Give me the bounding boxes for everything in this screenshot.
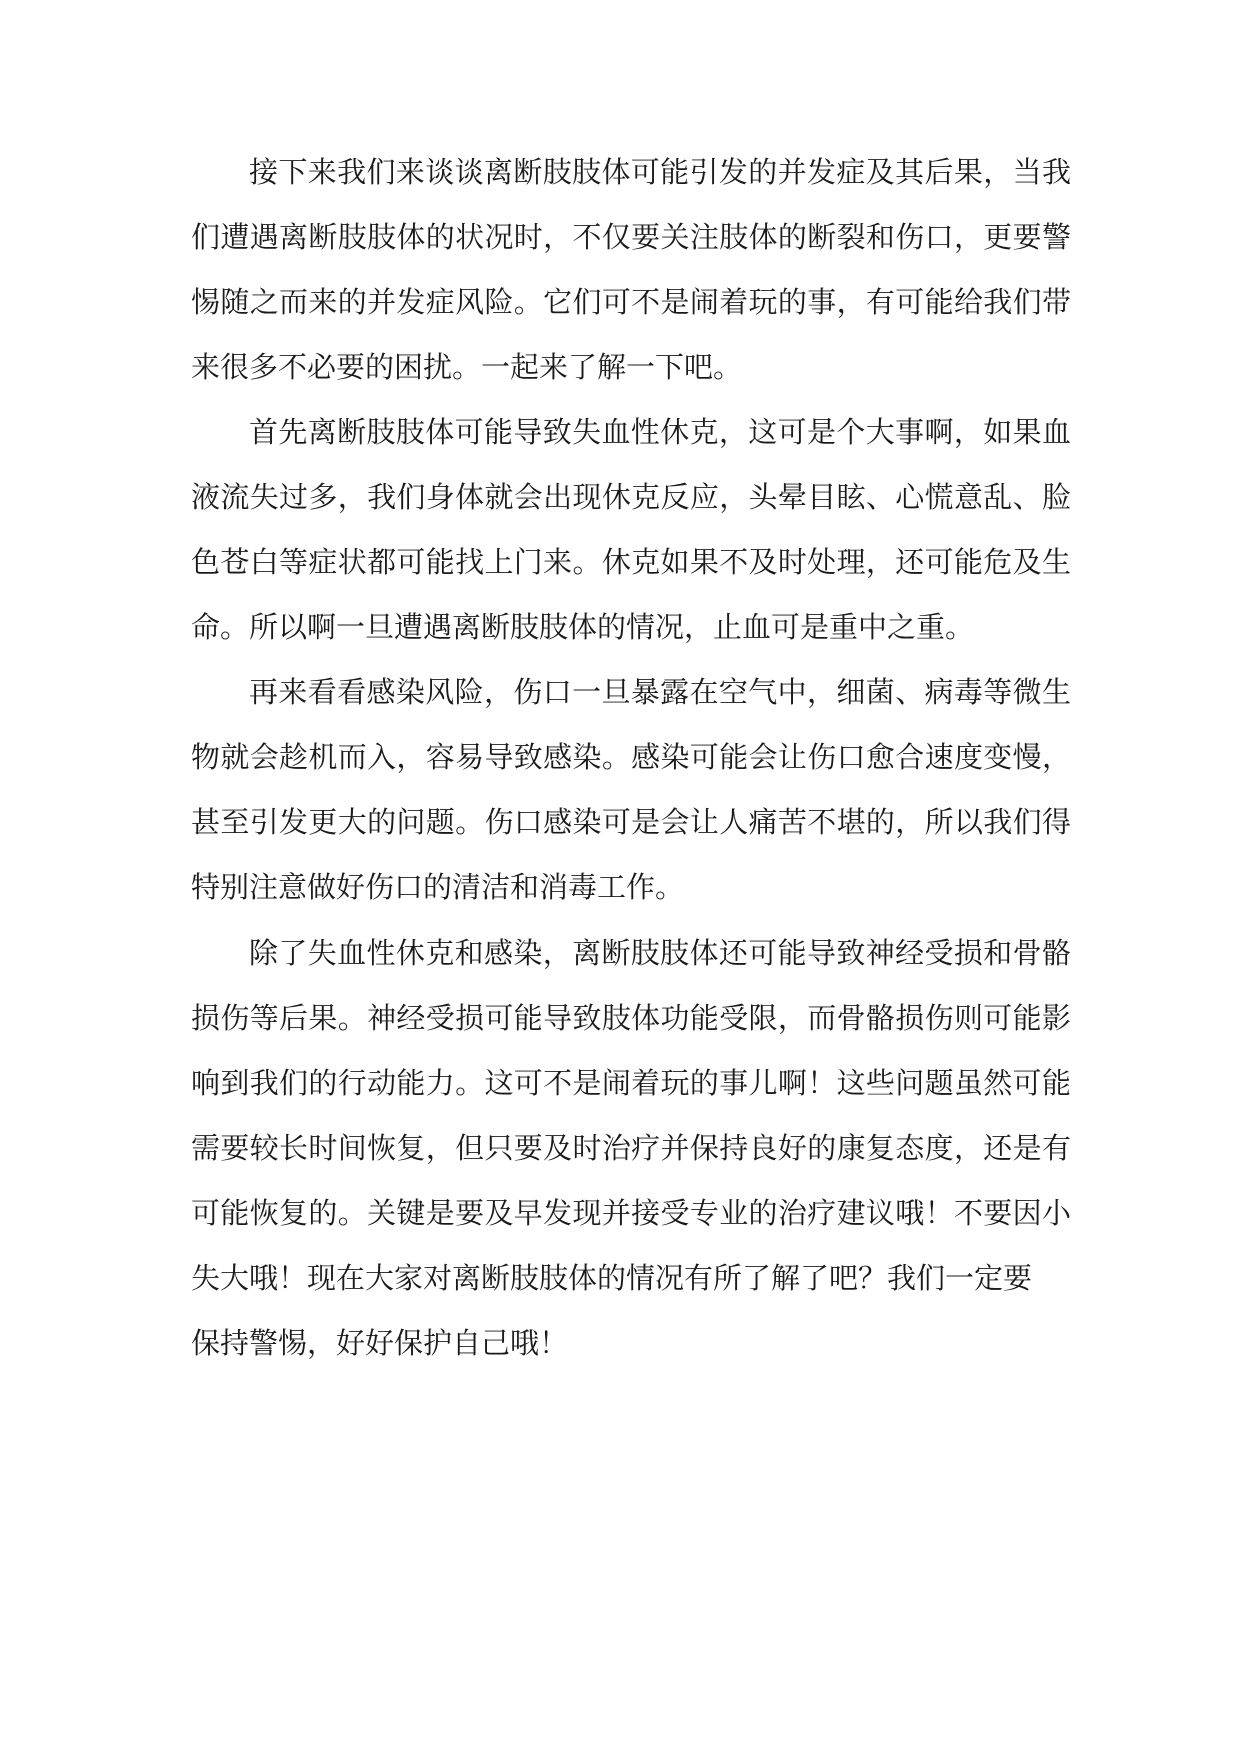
text-line: 响到我们的行动能力。这可不是闹着玩的事儿啊！这些问题虽然可能 — [191, 1066, 1071, 1100]
text-line: 保持警惕，好好保护自己哦！ — [191, 1326, 569, 1360]
text-line: 首先离断肢肢体可能导致失血性休克，这可是个大事啊，如果血 — [249, 415, 1071, 449]
text-line: 惕随之而来的并发症风险。它们可不是闹着玩的事，有可能给我们带 — [191, 285, 1071, 319]
text-line: 们遭遇离断肢肢体的状况时，不仅要关注肢体的断裂和伤口，更要警 — [191, 220, 1071, 254]
text-line: 再来看看感染风险，伤口一旦暴露在空气中，细菌、病毒等微生 — [249, 675, 1071, 709]
text-line: 接下来我们来谈谈离断肢肢体可能引发的并发症及其后果，当我 — [249, 155, 1071, 189]
text-line: 甚至引发更大的问题。伤口感染可是会让人痛苦不堪的，所以我们得 — [191, 805, 1071, 839]
text-line: 特别注意做好伤口的清洁和消毒工作。 — [191, 870, 685, 904]
text-line: 色苍白等症状都可能找上门来。休克如果不及时处理，还可能危及生 — [191, 545, 1071, 579]
text-line: 液流失过多，我们身体就会出现休克反应，头晕目眩、心慌意乱、脸 — [191, 480, 1071, 514]
text-line: 物就会趁机而入，容易导致感染。感染可能会让伤口愈合速度变慢， — [191, 740, 1071, 774]
text-line: 需要较长时间恢复，但只要及时治疗并保持良好的康复态度，还是有 — [191, 1131, 1071, 1165]
text-line: 失大哦！现在大家对离断肢肢体的情况有所了解了吧？我们一定要 — [191, 1261, 1033, 1295]
text-line: 来很多不必要的困扰。一起来了解一下吧。 — [191, 350, 743, 384]
text-line: 除了失血性休克和感染，离断肢肢体还可能导致神经受损和骨骼 — [249, 936, 1071, 970]
text-line: 损伤等后果。神经受损可能导致肢体功能受限，而骨骼损伤则可能影 — [191, 1001, 1071, 1035]
text-line: 命。所以啊一旦遭遇离断肢肢体的情况，止血可是重中之重。 — [191, 610, 975, 644]
text-line: 可能恢复的。关键是要及早发现并接受专业的治疗建议哦！不要因小 — [191, 1196, 1071, 1230]
